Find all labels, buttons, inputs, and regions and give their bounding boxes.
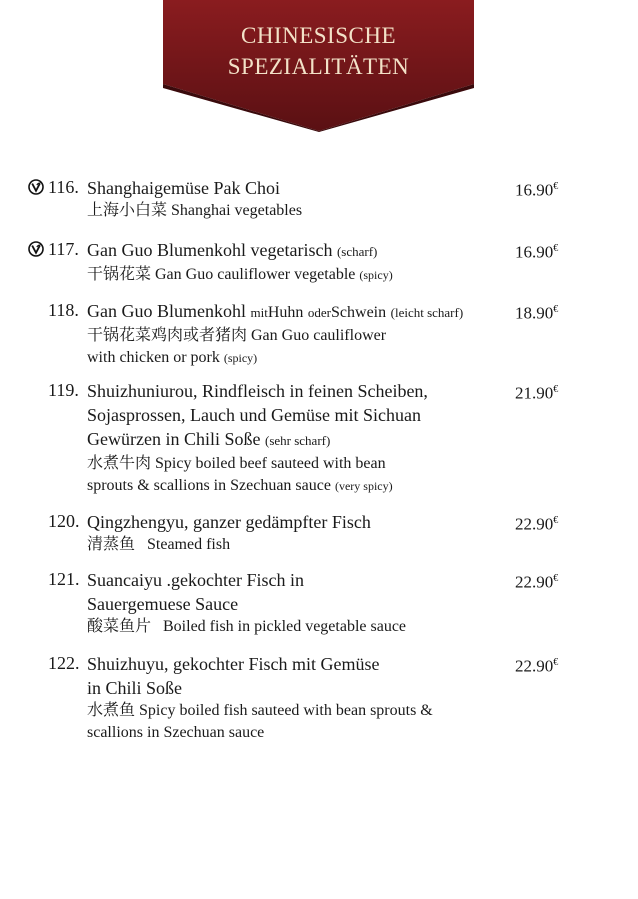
item-description: 酸菜鱼片 Boiled fish in pickled vegetable sauce bbox=[87, 618, 407, 635]
item-name bbox=[87, 238, 507, 286]
item-name-text: Gan Guo Blumenkohl vegetarisch bbox=[87, 240, 333, 260]
item-description: 水煮鱼 Spicy boiled fish sauteed with bean sprouts & bbox=[87, 702, 433, 719]
spice-note-en: (spicy) bbox=[359, 268, 393, 282]
item-price bbox=[515, 299, 558, 325]
item-description: 上海小白菜 Shanghai vegetables bbox=[87, 202, 303, 219]
item-name-line2: in Chili Soße bbox=[87, 678, 183, 698]
vegetarian-icon bbox=[28, 241, 44, 257]
item-price bbox=[515, 652, 558, 678]
section-title-line2: SPEZIALITÄTEN bbox=[227, 54, 410, 79]
item-number: 118. bbox=[48, 300, 79, 320]
item-price bbox=[515, 238, 558, 264]
item-description-line2 bbox=[87, 347, 517, 369]
item-name-connector: oder bbox=[307, 305, 332, 320]
spice-note: (scharf) bbox=[336, 244, 378, 259]
item-number: 116. bbox=[48, 177, 79, 197]
item-name-line1: Suancaiyu .gekochter Fisch in bbox=[87, 570, 304, 590]
item-number: 120. bbox=[48, 511, 80, 531]
item-number: 121. bbox=[48, 569, 80, 589]
section-title-line1: CHINESISCHE bbox=[240, 23, 396, 48]
spice-note: (sehr scharf) bbox=[264, 433, 331, 448]
currency-symbol: € bbox=[553, 181, 559, 192]
item-number: 122. bbox=[48, 653, 80, 673]
item-name-text: Shanghaigemüse Pak Choi bbox=[87, 178, 280, 198]
section-title bbox=[163, 20, 474, 82]
price-value: 16.90 bbox=[515, 242, 554, 262]
item-number: 119. bbox=[48, 380, 79, 400]
item-name-option: Schwein bbox=[331, 304, 387, 321]
item-name-line1: Shuizhuniurou, Rindfleisch in feinen Scheiben, bbox=[87, 381, 428, 401]
item-name-option: Huhn bbox=[267, 304, 304, 321]
currency-symbol: € bbox=[553, 515, 559, 526]
item-price bbox=[515, 510, 558, 536]
currency-symbol: € bbox=[553, 243, 559, 254]
item-description-text: sprouts & scallions in Szechuan sauce bbox=[87, 477, 331, 494]
item-name-line2: Sojasprossen, Lauch und Gemüse mit Sichuan bbox=[87, 405, 421, 425]
price-value: 22.90 bbox=[515, 514, 554, 534]
price-value: 21.90 bbox=[515, 383, 554, 403]
spice-note-en: (very spicy) bbox=[334, 479, 393, 493]
item-price bbox=[515, 379, 558, 405]
item-name-text: Gan Guo Blumenkohl bbox=[87, 301, 246, 321]
currency-symbol: € bbox=[553, 657, 559, 668]
item-description-text: with chicken or pork bbox=[87, 349, 220, 366]
currency-symbol: € bbox=[553, 573, 559, 584]
item-description bbox=[87, 264, 507, 286]
spice-note-en: (spicy) bbox=[223, 351, 258, 365]
item-name bbox=[87, 568, 507, 638]
item-name bbox=[87, 299, 517, 369]
price-value: 16.90 bbox=[515, 180, 554, 200]
item-name-line2: Sauergemuese Sauce bbox=[87, 594, 239, 614]
item-price bbox=[515, 568, 558, 594]
item-name-connector: mit bbox=[250, 305, 268, 320]
item-description-text: 干锅花菜 Gan Guo cauliflower vegetable bbox=[87, 266, 356, 283]
currency-symbol: € bbox=[553, 304, 559, 315]
item-number: 117. bbox=[48, 239, 79, 259]
item-price bbox=[515, 176, 558, 202]
currency-symbol: € bbox=[553, 384, 559, 395]
price-value: 22.90 bbox=[515, 656, 554, 676]
item-name bbox=[87, 652, 507, 744]
item-name bbox=[87, 510, 507, 556]
item-description: 清蒸鱼 Steamed fish bbox=[87, 536, 231, 553]
item-description: 干锅花菜鸡肉或者猪肉 Gan Guo cauliflower bbox=[87, 327, 387, 344]
vegetarian-icon bbox=[28, 179, 44, 195]
item-name-text: Gewürzen in Chili Soße bbox=[87, 429, 261, 449]
price-value: 22.90 bbox=[515, 572, 554, 592]
item-description-line2 bbox=[87, 475, 507, 497]
section-banner bbox=[163, 0, 474, 132]
item-name-line3 bbox=[87, 427, 507, 453]
item-description-line2: scallions in Szechuan sauce bbox=[87, 724, 265, 741]
item-name-text: Qingzhengyu, ganzer gedämpfter Fisch bbox=[87, 512, 371, 532]
spice-note: (leicht scharf) bbox=[390, 305, 464, 320]
item-name bbox=[87, 379, 507, 497]
price-value: 18.90 bbox=[515, 303, 554, 323]
item-name bbox=[87, 176, 507, 222]
item-name-line1: Shuizhuyu, gekochter Fisch mit Gemüse bbox=[87, 654, 380, 674]
item-description: 水煮牛肉 Spicy boiled beef sauteed with bean bbox=[87, 455, 386, 472]
